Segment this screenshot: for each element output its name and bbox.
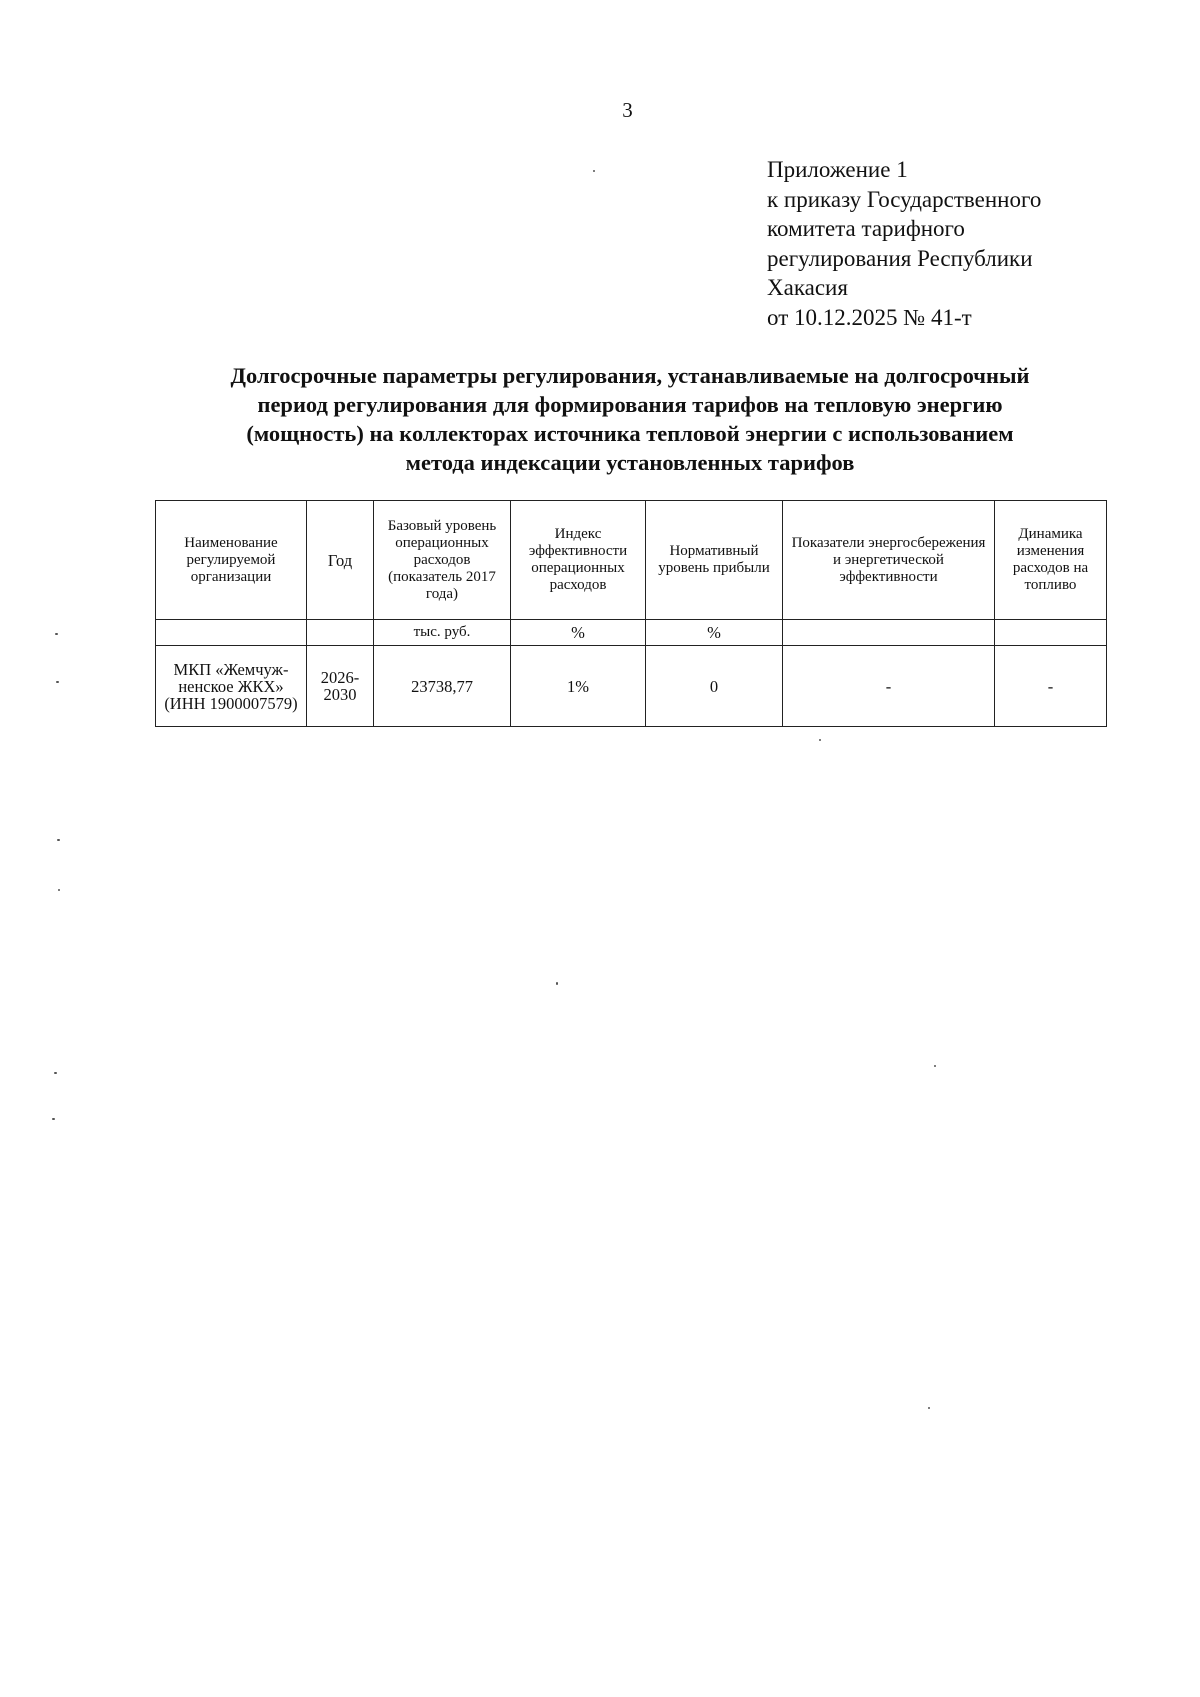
units-efficiency-index: % bbox=[511, 620, 646, 646]
units-cell bbox=[307, 620, 374, 646]
cell-base-opex: 23738,77 bbox=[374, 646, 511, 727]
header-fuel-dynamics: Динамика изменения расходов на топливо bbox=[995, 501, 1107, 620]
scan-speck bbox=[52, 1118, 55, 1120]
parameters-table bbox=[155, 500, 1107, 727]
appendix-line: к приказу Государственного bbox=[767, 186, 1042, 212]
scan-speck bbox=[55, 633, 58, 635]
title-line: (мощность) на коллекторах источника тепловой энергии с использованием bbox=[246, 421, 1014, 446]
scan-speck bbox=[54, 1072, 57, 1074]
scan-speck bbox=[928, 1407, 930, 1409]
table-row bbox=[156, 646, 1107, 727]
scan-speck bbox=[556, 982, 558, 985]
scan-speck bbox=[819, 739, 821, 741]
page-number: 3 bbox=[622, 98, 633, 122]
units-row bbox=[156, 620, 1107, 646]
header-row bbox=[156, 501, 1107, 620]
cell-org: МКП «Жемчуж-ненское ЖКХ» (ИНН 1900007579) bbox=[156, 646, 307, 727]
units-cell bbox=[156, 620, 307, 646]
units-cell bbox=[783, 620, 995, 646]
scan-speck bbox=[593, 170, 595, 172]
title-line: период регулирования для формирования тарифов на тепловую энергию bbox=[257, 392, 1003, 417]
header-profit-level: Нормативный уровень прибыли bbox=[646, 501, 783, 620]
scan-speck bbox=[56, 681, 59, 683]
scan-speck bbox=[58, 889, 60, 891]
scan-speck bbox=[57, 839, 60, 841]
cell-energy-indicators: - bbox=[783, 646, 995, 727]
scan-speck bbox=[934, 1065, 936, 1067]
appendix-line: от 10.12.2025 № 41-т bbox=[767, 304, 972, 330]
appendix-line: регулирования Республики bbox=[767, 245, 1033, 271]
appendix-line: комитета тарифного bbox=[767, 216, 965, 241]
units-profit-level: % bbox=[646, 620, 783, 646]
header-year: Год bbox=[307, 501, 374, 620]
units-base-opex: тыс. руб. bbox=[374, 620, 511, 646]
cell-year: 2026-2030 bbox=[307, 646, 374, 727]
appendix-note bbox=[767, 155, 1041, 332]
header-base-opex: Базовый уровень операционных расходов (показатель 2017 года) bbox=[374, 501, 511, 620]
header-org: Наименование регулируемой организации bbox=[156, 501, 307, 620]
title-line: метода индексации установленных тарифов bbox=[405, 450, 855, 475]
appendix-line: Приложение 1 bbox=[767, 157, 908, 182]
title-line: Долгосрочные параметры регулирования, устанавливаемые на долгосрочный bbox=[230, 363, 1030, 388]
cell-fuel-dynamics: - bbox=[995, 646, 1107, 727]
units-cell bbox=[995, 620, 1107, 646]
header-efficiency-index: Индекс эффективности операционных расходов bbox=[511, 501, 646, 620]
document-title bbox=[150, 361, 1110, 477]
header-energy-indicators: Показатели энергосбережения и энергетической эффективности bbox=[783, 501, 995, 620]
appendix-line: Хакасия bbox=[767, 275, 848, 300]
cell-efficiency-index: 1% bbox=[511, 646, 646, 727]
cell-profit-level: 0 bbox=[646, 646, 783, 727]
